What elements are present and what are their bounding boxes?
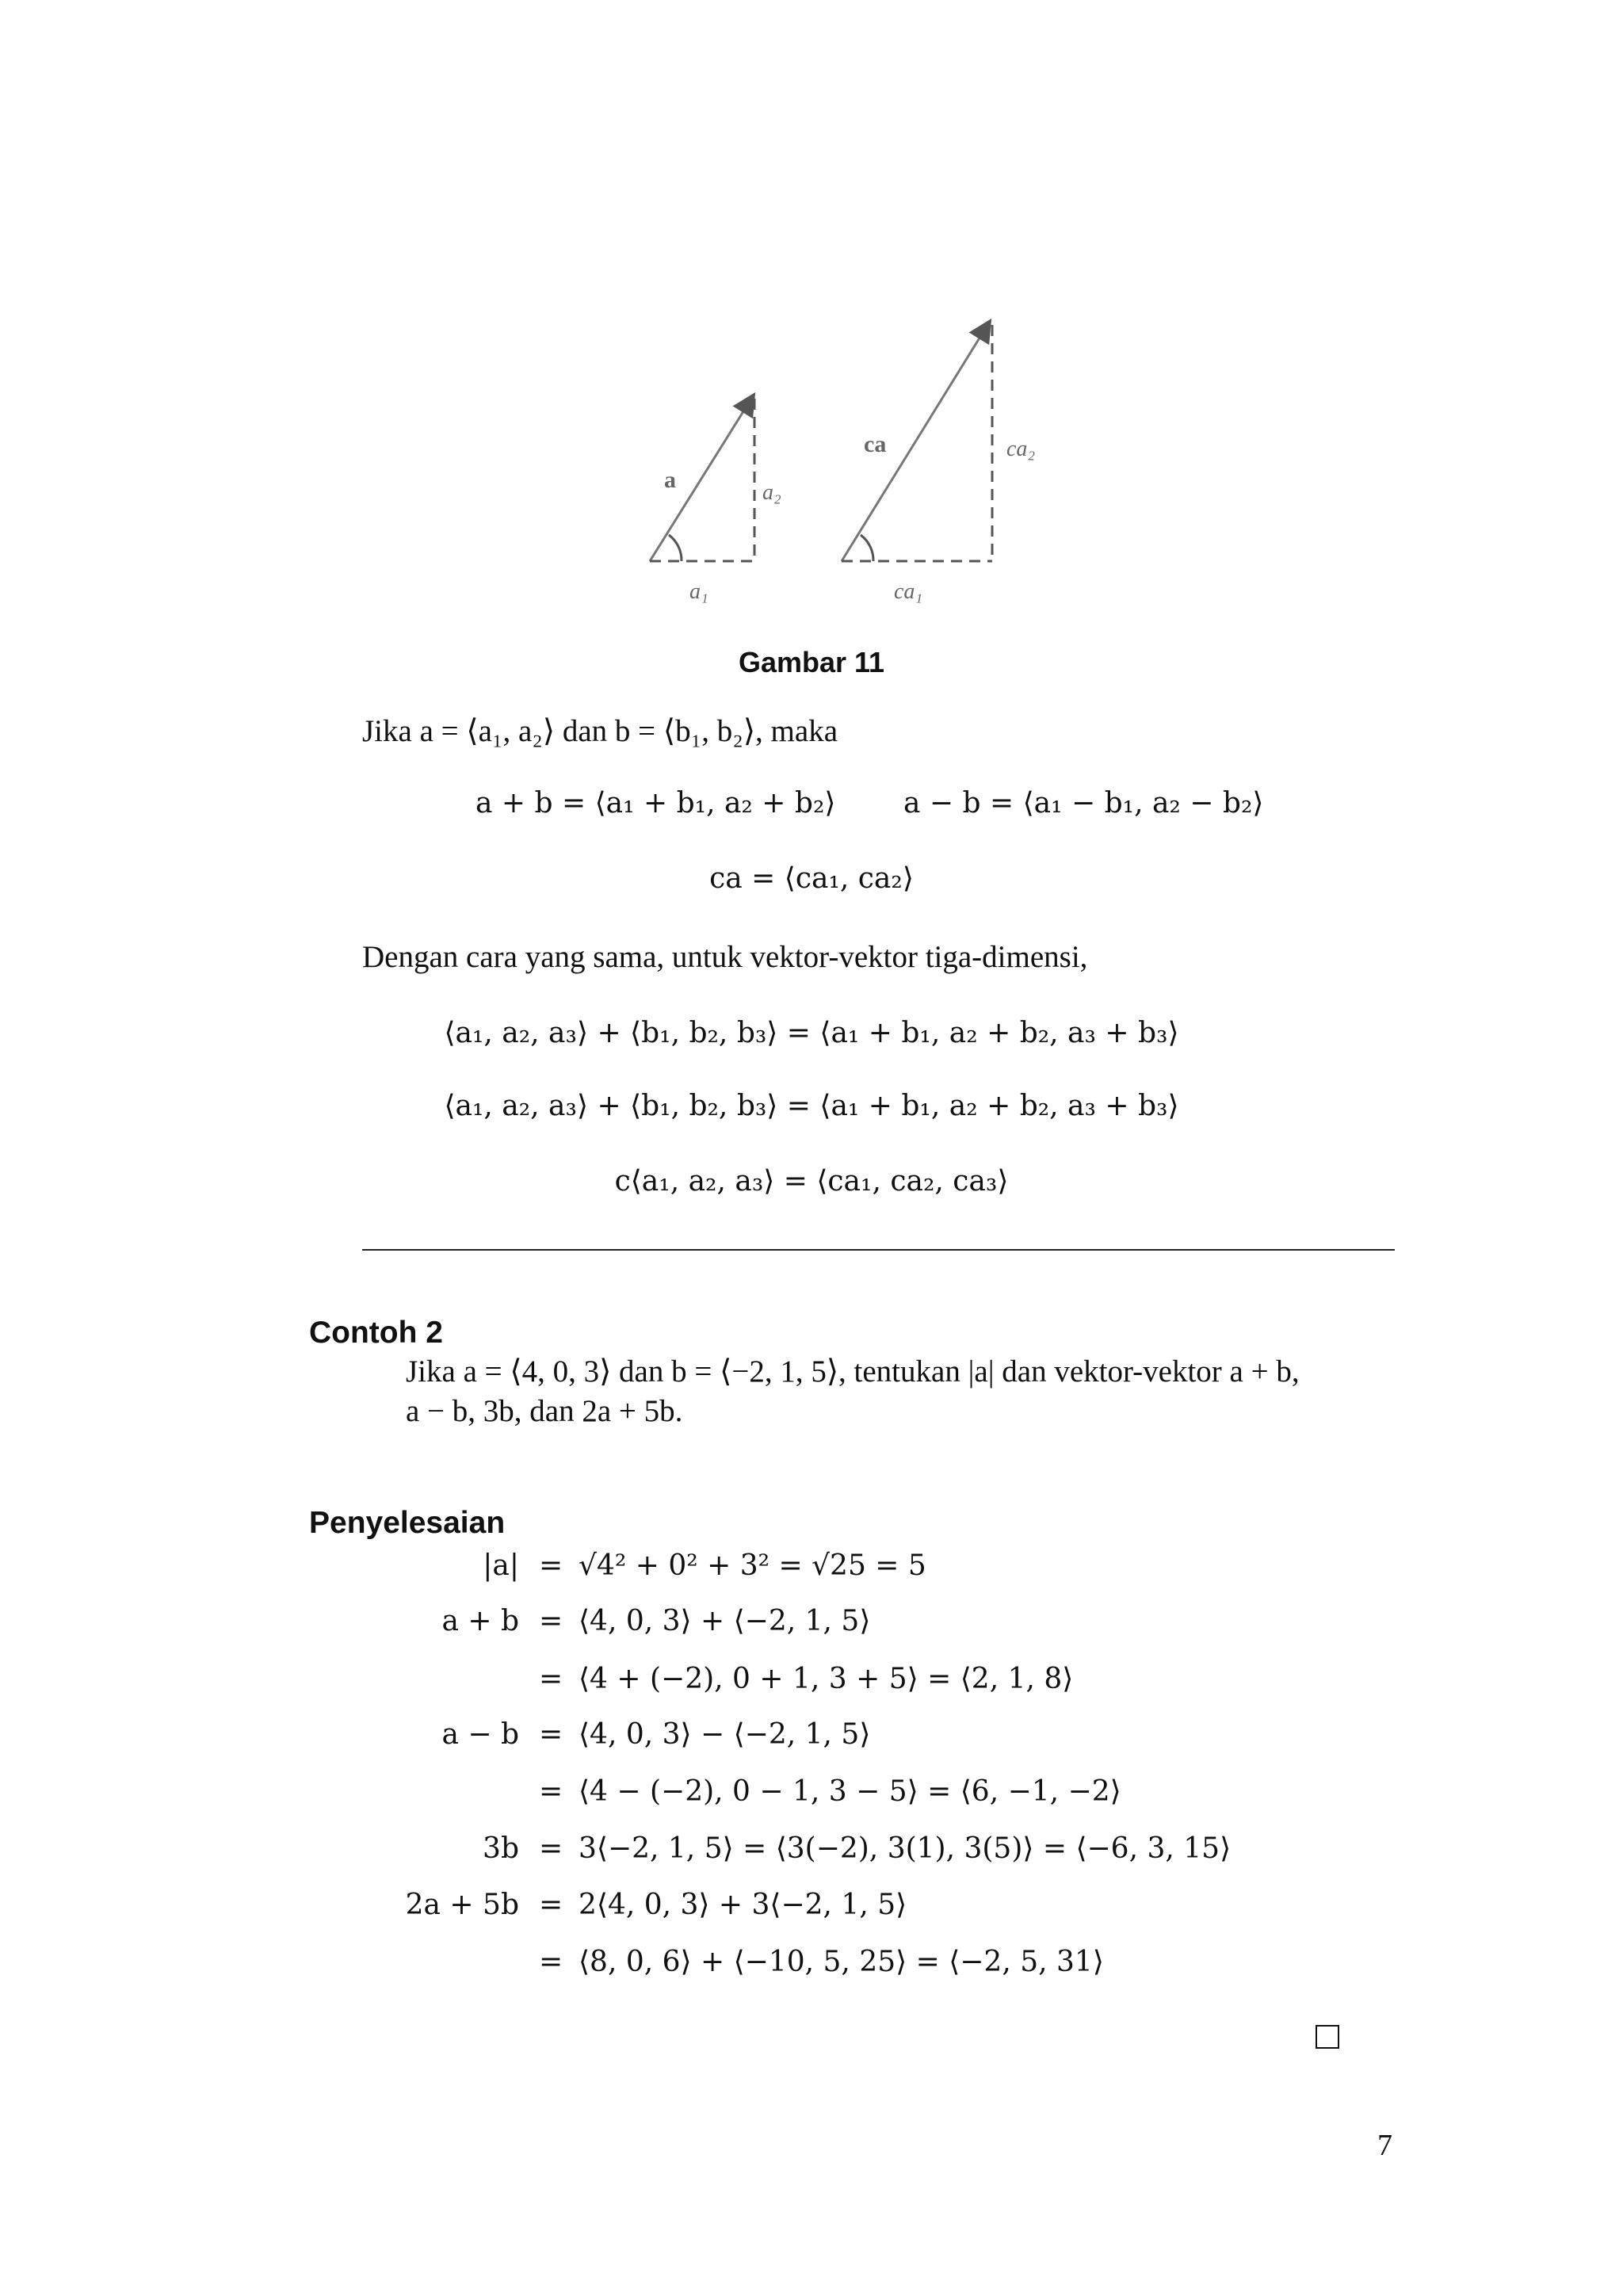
equation-3d-line2: ⟨a₁, a₂, a₃⟩ + ⟨b₁, b₂, b₃⟩ = ⟨a₁ + b₁, a₂ + b₂, a₃ + b₃⟩ [444, 1090, 1179, 1122]
label-ca2: ca₂ [1006, 437, 1036, 461]
intro-line: Jika a = ⟨a₁, a₂⟩ dan b = ⟨b₁, b₂⟩, maka [362, 714, 838, 748]
figure-caption: Gambar 11 [738, 646, 885, 678]
angle-arc-left [669, 535, 682, 561]
equals-sign: = [539, 1718, 563, 1751]
equals-sign: = [539, 1775, 563, 1808]
page-number: 7 [1377, 2129, 1392, 2162]
equals-sign: = [539, 1663, 563, 1695]
equals-sign: = [539, 1946, 563, 1978]
label-a: a [664, 467, 676, 493]
equation-3d-line1: ⟨a₁, a₂, a₃⟩ + ⟨b₁, b₂, b₃⟩ = ⟨a₁ + b₁, a₂ + b₂, a₃ + b₃⟩ [444, 1017, 1179, 1049]
example-line-1: Jika a = ⟨4, 0, 3⟩ dan b = ⟨−2, 1, 5⟩, tentukan |a| dan vektor-vektor a + b, [406, 1354, 1300, 1389]
solution-rhs: ⟨4 − (−2), 0 − 1, 3 − 5⟩ = ⟨6, −1, −2⟩ [579, 1775, 1121, 1808]
solution-rhs: ⟨8, 0, 6⟩ + ⟨−10, 5, 25⟩ = ⟨−2, 5, 31⟩ [579, 1946, 1104, 1978]
equals-sign: = [539, 1832, 563, 1865]
solution-lhs: a + b [441, 1605, 519, 1637]
equation-scalar-2d: ca = ⟨ca₁, ca₂⟩ [709, 862, 914, 895]
three-dim-intro: Dengan cara yang sama, untuk vektor-vektor tiga-dimensi, [362, 940, 1088, 974]
solution-lhs: a − b [441, 1718, 519, 1751]
example-line-2: a − b, 3b, dan 2a + 5b. [406, 1394, 683, 1428]
equation-sum-2d: a + b = ⟨a₁ + b₁, a₂ + b₂⟩ [475, 787, 836, 819]
label-a2: a₂ [762, 480, 781, 505]
solution-rhs: √4² + 0² + 3² = √25 = 5 [579, 1549, 926, 1582]
solution-lhs: |a| [483, 1549, 519, 1582]
solution-rhs: ⟨4 + (−2), 0 + 1, 3 + 5⟩ = ⟨2, 1, 8⟩ [579, 1663, 1074, 1695]
section-divider [362, 1249, 1395, 1251]
vector-scaling-figure [634, 305, 1078, 614]
solution-rhs: ⟨4, 0, 3⟩ − ⟨−2, 1, 5⟩ [579, 1718, 871, 1751]
example-heading: Contoh 2 [309, 1316, 443, 1350]
equals-sign: = [539, 1889, 563, 1921]
solution-heading: Penyelesaian [309, 1506, 506, 1540]
equation-3d-scalar: c⟨a₁, a₂, a₃⟩ = ⟨ca₁, ca₂, ca₃⟩ [614, 1165, 1009, 1198]
solution-rhs: 2⟨4, 0, 3⟩ + 3⟨−2, 1, 5⟩ [579, 1889, 907, 1921]
qed-box-icon [1316, 2025, 1339, 2049]
equals-sign: = [539, 1549, 563, 1582]
solution-lhs: 2a + 5b [405, 1889, 519, 1921]
equation-difference-2d: a − b = ⟨a₁ − b₁, a₂ − b₂⟩ [903, 787, 1264, 819]
solution-rhs: ⟨4, 0, 3⟩ + ⟨−2, 1, 5⟩ [579, 1605, 871, 1637]
label-a1: a₁ [689, 579, 708, 604]
label-ca: ca [864, 431, 887, 457]
angle-arc-right [861, 535, 873, 561]
solution-lhs: 3b [483, 1832, 519, 1865]
equals-sign: = [539, 1605, 563, 1637]
solution-rhs: 3⟨−2, 1, 5⟩ = ⟨3(−2), 3(1), 3(5)⟩ = ⟨−6, 3, 15⟩ [579, 1832, 1232, 1865]
label-ca1: ca₁ [894, 579, 923, 604]
